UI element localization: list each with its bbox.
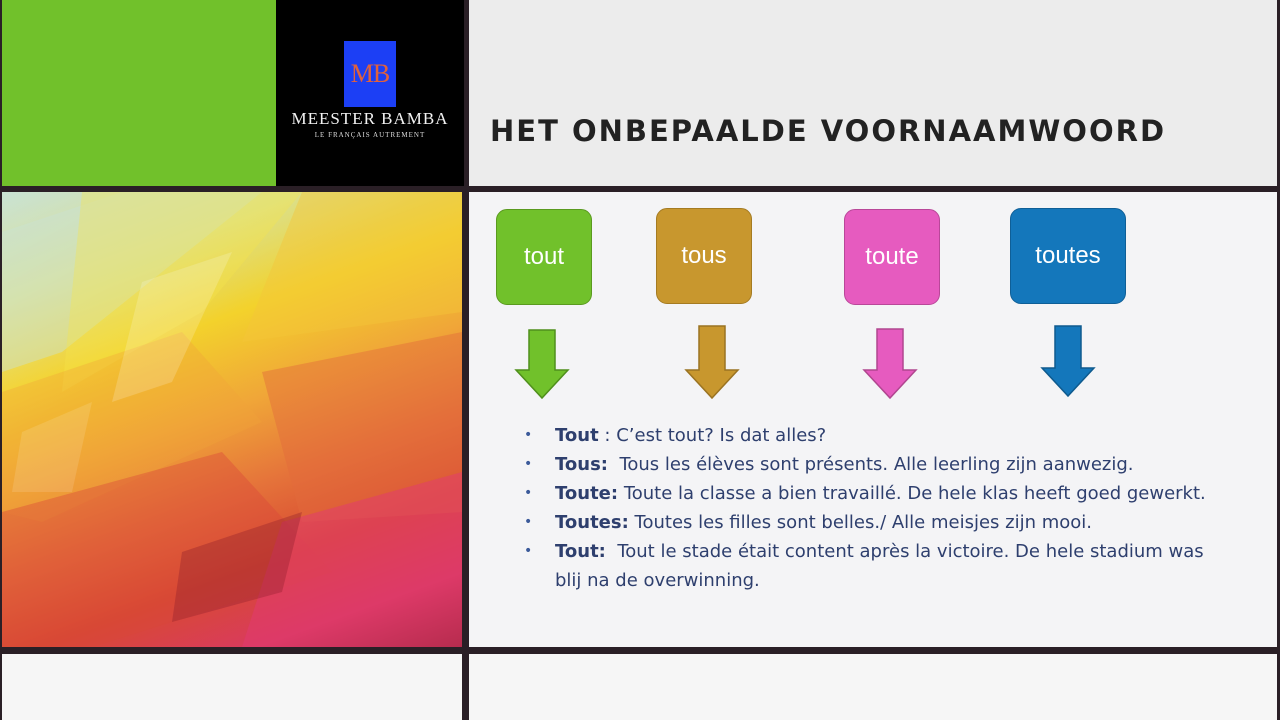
example-term: Toutes: <box>555 512 629 533</box>
example-text: Toutes les filles sont belles./ Alle meisjes zijn mooi. <box>634 512 1092 533</box>
logo-name: MEESTER BAMBA <box>291 109 449 128</box>
bullet-icon: • <box>524 543 533 559</box>
list-item: • Tout : C’est tout? Is dat alles? <box>524 421 1224 450</box>
example-text: C’est tout? Is dat alles? <box>616 425 827 446</box>
logo-panel <box>276 0 464 186</box>
content-panel <box>469 192 1277 647</box>
bullet-icon: • <box>524 456 533 472</box>
example-term: Tout: <box>555 541 606 562</box>
word-label: tous <box>681 242 727 269</box>
abstract-painting-image <box>2 192 462 647</box>
bottom-right-panel <box>469 654 1277 720</box>
example-term: Tout <box>555 425 599 446</box>
down-arrow-icon <box>862 327 918 400</box>
word-label: tout <box>523 243 565 270</box>
list-item <box>524 508 1224 537</box>
example-text: Tout le stade était content après la victoire. De hele stadium was blij na de overwinning. <box>555 541 1204 591</box>
down-arrow-icon <box>684 324 740 400</box>
list-item <box>524 537 1224 595</box>
green-block <box>2 0 276 186</box>
examples-list <box>524 421 1224 595</box>
example-text: Toute la classe a bien travaillé. De hele klas heeft goed gewerkt. <box>623 483 1206 504</box>
list-item <box>524 450 1224 479</box>
example-term: Toute: <box>555 483 619 504</box>
list-item <box>524 479 1224 508</box>
word-label: toutes <box>1035 242 1101 269</box>
example-term: Tous: <box>555 454 608 475</box>
logo-monogram: MB <box>344 41 396 107</box>
bullet-icon: • <box>524 514 533 530</box>
bottom-left-panel <box>2 654 462 720</box>
down-arrow-icon <box>514 328 570 400</box>
page-title: HET ONBEPAALDE VOORNAAMWOORD <box>490 114 1167 148</box>
title-panel <box>469 0 1277 186</box>
example-text: Tous les élèves sont présents. Alle leerling zijn aanwezig. <box>619 454 1134 475</box>
word-box-toutes <box>1010 208 1126 304</box>
word-box-tous <box>656 208 752 304</box>
bullet-icon: • <box>524 427 533 443</box>
bullet-icon: • <box>524 485 533 501</box>
word-box-tout <box>496 209 592 305</box>
down-arrow-icon <box>1040 324 1096 398</box>
logo-tagline: LE FRANÇAIS AUTREMENT <box>314 131 426 139</box>
word-box-toute <box>844 209 940 305</box>
word-label: toute <box>865 243 919 270</box>
